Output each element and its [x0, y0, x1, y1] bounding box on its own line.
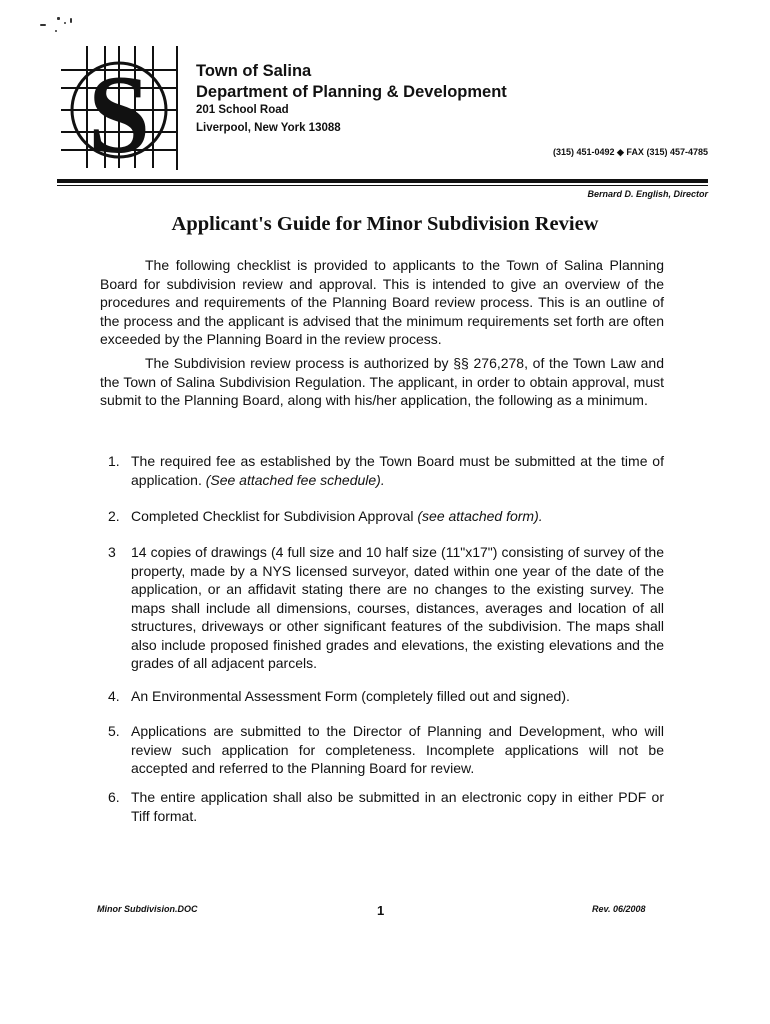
header-rule-thick	[57, 179, 708, 183]
list-item-text: The entire application shall also be submitted in an electronic copy in either PDF or Tiff format.	[131, 789, 664, 824]
header-rule-thin	[57, 185, 708, 186]
list-item-number: 6.	[108, 789, 120, 805]
list-item-text: 14 copies of drawings (4 full size and 10 half size (11"x17") consisting of survey of the property, made by a NYS licensed surveyor, dated within one year of the date of the application, or an affidavit stating there are no changes to the existing survey. The maps shall include all dimensions, courses, distances, averages and location of all structures, driveways or other significant features of the subdivision. The maps shall also include proposed finished grades and elevations, the existing elevations and the grades of all adjacent parcels.	[131, 544, 664, 671]
town-seal-logo	[57, 42, 180, 172]
scan-speck	[64, 22, 66, 24]
scan-speck	[57, 17, 60, 20]
list-item	[108, 722, 664, 778]
list-item	[108, 543, 664, 673]
list-item-text: An Environmental Assessment Form (completely filled out and signed).	[131, 688, 570, 704]
list-item	[108, 452, 664, 489]
list-item	[108, 507, 664, 526]
scan-speck	[70, 18, 72, 23]
list-item-number: 3	[108, 544, 116, 560]
document-title: Applicant's Guide for Minor Subdivision Review	[171, 213, 599, 235]
list-item-number: 5.	[108, 723, 120, 739]
list-item-number: 2.	[108, 508, 120, 524]
city-address: Liverpool, New York 13088	[196, 122, 341, 134]
list-item-number: 1.	[108, 453, 120, 469]
list-item-text: Applications are submitted to the Director of Planning and Development, who will review such application for completeness. Incomplete applications will not be accepted and referred to the Planning Board for review.	[131, 723, 664, 776]
authority-paragraph: The Subdivision review process is authorized by §§ 276,278, of the Town Law and the Town of Salina Subdivision Regulation. The applicant, in order to obtain approval, must submit to the Planning Board, along with his/her application, the following as a minimum.	[100, 355, 664, 408]
list-item-number: 4.	[108, 688, 120, 704]
street-address: 201 School Road	[196, 104, 289, 116]
list-item-note: (See attached fee schedule).	[205, 471, 385, 488]
footer-filename: Minor Subdivision.DOC	[97, 904, 198, 914]
phone-fax: (315) 451-0492 ◆ FAX (315) 457-4785	[552, 147, 708, 157]
department-name: Department of Planning & Development	[196, 83, 507, 101]
scan-speck	[55, 30, 57, 32]
list-item-text: Completed Checklist for Subdivision Approval	[131, 508, 418, 524]
director-name: Bernard D. English, Director	[587, 189, 708, 199]
revision-date: Rev. 06/2008	[592, 904, 646, 914]
page-number: 1	[377, 903, 385, 918]
list-item-text: The required fee as established by the Town Board must be submitted at the time of application.	[131, 453, 664, 488]
org-name: Town of Salina	[196, 62, 312, 80]
list-item	[108, 788, 664, 825]
intro-paragraph: The following checklist is provided to applicants to the Town of Salina Planning Board for subdivision review and approval. This is intended to give an overview of the procedures and requirements of the Planning Board review process. This is an outline of the process and the applicant is advised that the minimum requirements set forth are often exceeded by the Planning Board in the review process.	[100, 257, 664, 347]
scan-speck	[40, 24, 46, 26]
list-item	[108, 687, 664, 706]
svg-text:S: S	[87, 53, 151, 172]
list-item-note: (see attached form).	[417, 508, 543, 524]
